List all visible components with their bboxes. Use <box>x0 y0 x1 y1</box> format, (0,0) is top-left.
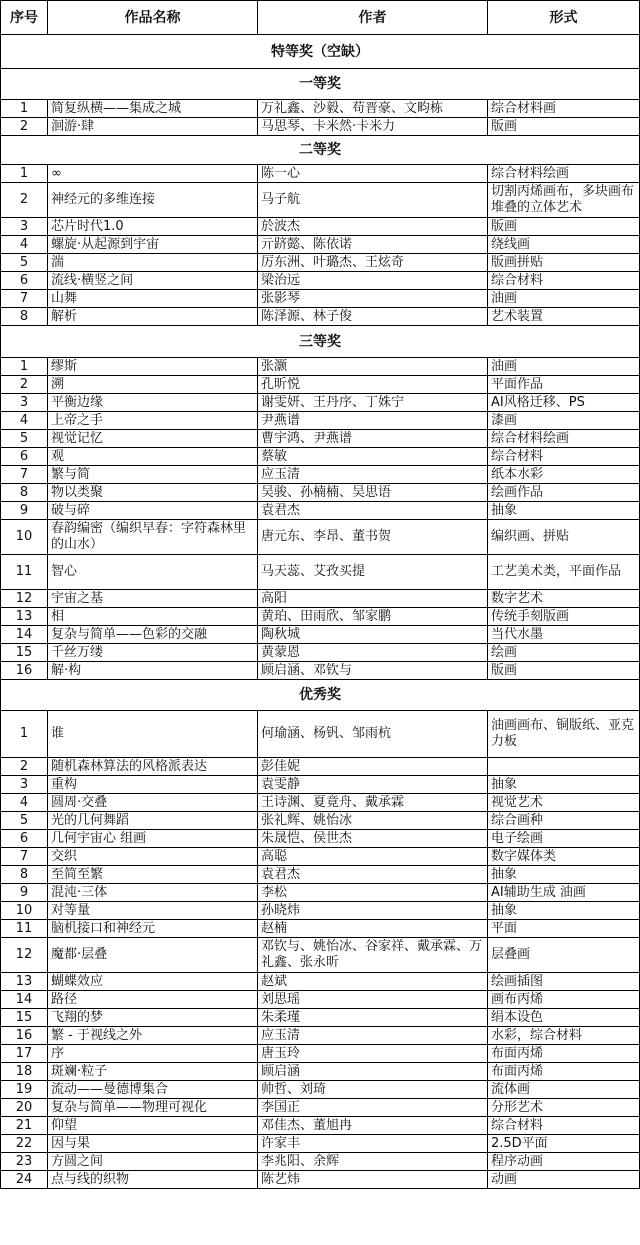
cell-author: 唐元东、李昂、董书贺 <box>258 520 488 555</box>
cell-author: 孔昕悦 <box>258 376 488 394</box>
cell-form: 综合材料绘画 <box>488 165 640 183</box>
cell-no: 7 <box>1 466 48 484</box>
table-row <box>1 218 640 236</box>
cell-author: 赵斌 <box>258 973 488 991</box>
cell-form: 流体画 <box>488 1081 640 1099</box>
cell-no: 9 <box>1 884 48 902</box>
cell-name: 春韵编密（编织早春：字符森林里的山水） <box>48 520 258 555</box>
cell-form: 综合材料绘画 <box>488 430 640 448</box>
cell-name: 山舞 <box>48 290 258 308</box>
table-row <box>1 1171 640 1189</box>
table-row <box>1 812 640 830</box>
cell-form <box>488 758 640 776</box>
cell-form: 综合材料 <box>488 1117 640 1135</box>
cell-no: 22 <box>1 1135 48 1153</box>
cell-form: 数字艺术 <box>488 590 640 608</box>
table-row <box>1 290 640 308</box>
section-header-row <box>1 69 640 100</box>
cell-name: 对等量 <box>48 902 258 920</box>
cell-no: 15 <box>1 644 48 662</box>
cell-form: 绘画作品 <box>488 484 640 502</box>
section-title: 二等奖 <box>1 136 640 165</box>
header-form: 形式 <box>488 1 640 35</box>
table-row <box>1 165 640 183</box>
table-row <box>1 1063 640 1081</box>
cell-no: 21 <box>1 1117 48 1135</box>
table-row <box>1 555 640 590</box>
cell-no: 1 <box>1 711 48 758</box>
table-row <box>1 626 640 644</box>
cell-form: 绘画插图 <box>488 973 640 991</box>
cell-author: 许家丰 <box>258 1135 488 1153</box>
cell-form: 工艺美术类，平面作品 <box>488 555 640 590</box>
cell-name: 蝴蝶效应 <box>48 973 258 991</box>
cell-no: 4 <box>1 412 48 430</box>
table-row <box>1 973 640 991</box>
cell-form: 编织画、拼贴 <box>488 520 640 555</box>
cell-no: 9 <box>1 502 48 520</box>
cell-form: 版画 <box>488 218 640 236</box>
cell-form: 抽象 <box>488 776 640 794</box>
cell-form: 抽象 <box>488 902 640 920</box>
cell-no: 13 <box>1 973 48 991</box>
cell-no: 12 <box>1 938 48 973</box>
cell-no: 14 <box>1 991 48 1009</box>
table-row <box>1 183 640 218</box>
cell-author: 李松 <box>258 884 488 902</box>
cell-author: 邓钦与、姚怡冰、谷家祥、戴承霖、万礼鑫、张永昕 <box>258 938 488 973</box>
cell-no: 4 <box>1 236 48 254</box>
section-header-row <box>1 136 640 165</box>
cell-author: 谢雯妍、王丹序、丁姝宁 <box>258 394 488 412</box>
cell-form: 综合材料画 <box>488 100 640 118</box>
table-row <box>1 938 640 973</box>
cell-author: 袁君杰 <box>258 502 488 520</box>
cell-name: 湍 <box>48 254 258 272</box>
cell-name: 流动——曼德博集合 <box>48 1081 258 1099</box>
table-row <box>1 520 640 555</box>
section-title: 特等奖（空缺） <box>1 35 640 69</box>
cell-no: 23 <box>1 1153 48 1171</box>
cell-name: 飞翔的梦 <box>48 1009 258 1027</box>
cell-author: 吴骏、孙楠楠、吴思语 <box>258 484 488 502</box>
cell-name: 因与果 <box>48 1135 258 1153</box>
cell-form: 抽象 <box>488 502 640 520</box>
cell-name: 观 <box>48 448 258 466</box>
table-row <box>1 884 640 902</box>
cell-author: 马天蕊、艾孜买提 <box>258 555 488 590</box>
cell-no: 14 <box>1 626 48 644</box>
cell-no: 3 <box>1 394 48 412</box>
cell-form: 平面 <box>488 920 640 938</box>
cell-no: 16 <box>1 1027 48 1045</box>
cell-form: 电子绘画 <box>488 830 640 848</box>
cell-author: 何瑜涵、杨钒、邹雨杭 <box>258 711 488 758</box>
cell-name: 繁与简 <box>48 466 258 484</box>
cell-author: 梁治远 <box>258 272 488 290</box>
table-row <box>1 502 640 520</box>
cell-author: 万礼鑫、沙毅、苟晋豪、文畇栋 <box>258 100 488 118</box>
cell-author: 张礼辉、姚怡冰 <box>258 812 488 830</box>
cell-author: 朱晟恺、侯世杰 <box>258 830 488 848</box>
cell-name: 破与碎 <box>48 502 258 520</box>
cell-name: 溯 <box>48 376 258 394</box>
cell-name: 平衡边缘 <box>48 394 258 412</box>
cell-name: 复杂与简单——物理可视化 <box>48 1099 258 1117</box>
cell-form: 布面丙烯 <box>488 1045 640 1063</box>
cell-form: 油画画布、铜版纸、亚克力板 <box>488 711 640 758</box>
cell-form: AI风格迁移、PS <box>488 394 640 412</box>
cell-author: 於波杰 <box>258 218 488 236</box>
cell-author: 帅哲、刘琦 <box>258 1081 488 1099</box>
cell-form: 动画 <box>488 1171 640 1189</box>
cell-no: 13 <box>1 608 48 626</box>
table-row <box>1 358 640 376</box>
cell-no: 1 <box>1 358 48 376</box>
table-row <box>1 308 640 326</box>
cell-name: 上帝之手 <box>48 412 258 430</box>
cell-name: 随机森林算法的风格派表达 <box>48 758 258 776</box>
cell-form: 切割丙烯画布，多块画布堆叠的立体艺术 <box>488 183 640 218</box>
cell-author: 李国正 <box>258 1099 488 1117</box>
cell-name: 至简至繁 <box>48 866 258 884</box>
cell-name: 物以类聚 <box>48 484 258 502</box>
cell-author: 袁君杰 <box>258 866 488 884</box>
cell-form: 分形艺术 <box>488 1099 640 1117</box>
cell-name: 谁 <box>48 711 258 758</box>
cell-no: 17 <box>1 1045 48 1063</box>
cell-name: 相 <box>48 608 258 626</box>
cell-form: 传统手刻版画 <box>488 608 640 626</box>
cell-name: 交织 <box>48 848 258 866</box>
cell-form: 纸本水彩 <box>488 466 640 484</box>
cell-form: 当代水墨 <box>488 626 640 644</box>
cell-name: 视觉记忆 <box>48 430 258 448</box>
table-row <box>1 794 640 812</box>
cell-author: 亓跻懿、陈依诺 <box>258 236 488 254</box>
cell-no: 6 <box>1 830 48 848</box>
table-row <box>1 412 640 430</box>
cell-author: 高聪 <box>258 848 488 866</box>
cell-author: 曹宇鸿、尹燕谱 <box>258 430 488 448</box>
table-row <box>1 1009 640 1027</box>
cell-name: 方圆之间 <box>48 1153 258 1171</box>
cell-name: 流线·横竖之间 <box>48 272 258 290</box>
cell-author: 厉东洲、叶璐杰、王炫奇 <box>258 254 488 272</box>
cell-form: 画布丙烯 <box>488 991 640 1009</box>
cell-no: 8 <box>1 866 48 884</box>
cell-author: 赵楠 <box>258 920 488 938</box>
cell-form: 程序动画 <box>488 1153 640 1171</box>
cell-author: 朱柔瑾 <box>258 1009 488 1027</box>
cell-no: 1 <box>1 165 48 183</box>
cell-name: 神经元的多维连接 <box>48 183 258 218</box>
cell-no: 20 <box>1 1099 48 1117</box>
table-row <box>1 376 640 394</box>
table-row <box>1 430 640 448</box>
cell-author: 王诗渊、夏竟舟、戴承霖 <box>258 794 488 812</box>
table-row <box>1 1081 640 1099</box>
cell-author: 唐玉玲 <box>258 1045 488 1063</box>
header-name: 作品名称 <box>48 1 258 35</box>
cell-form: 抽象 <box>488 866 640 884</box>
cell-name: 光的几何舞蹈 <box>48 812 258 830</box>
table-row <box>1 991 640 1009</box>
table-row <box>1 1027 640 1045</box>
cell-no: 15 <box>1 1009 48 1027</box>
cell-name: 芯片时代1.0 <box>48 218 258 236</box>
cell-no: 19 <box>1 1081 48 1099</box>
cell-name: 宇宙之基 <box>48 590 258 608</box>
cell-name: 螺旋·从起源到宇宙 <box>48 236 258 254</box>
cell-name: 智心 <box>48 555 258 590</box>
table-body <box>1 35 640 1189</box>
cell-no: 5 <box>1 254 48 272</box>
table-row <box>1 1135 640 1153</box>
cell-form: 综合材料 <box>488 272 640 290</box>
table-row <box>1 590 640 608</box>
cell-form: 数字媒体类 <box>488 848 640 866</box>
cell-author: 张影琴 <box>258 290 488 308</box>
table-row <box>1 236 640 254</box>
cell-no: 10 <box>1 520 48 555</box>
cell-no: 6 <box>1 448 48 466</box>
header-author: 作者 <box>258 1 488 35</box>
cell-name: 解·构 <box>48 662 258 680</box>
cell-author: 应玉清 <box>258 1027 488 1045</box>
cell-form: 水彩，综合材料 <box>488 1027 640 1045</box>
cell-author: 陈艺炜 <box>258 1171 488 1189</box>
cell-no: 2 <box>1 183 48 218</box>
table-row <box>1 254 640 272</box>
cell-author: 刘思瑶 <box>258 991 488 1009</box>
cell-author: 黄蒙恩 <box>258 644 488 662</box>
cell-author: 陈一心 <box>258 165 488 183</box>
cell-no: 12 <box>1 590 48 608</box>
cell-no: 2 <box>1 118 48 136</box>
cell-author: 张灏 <box>258 358 488 376</box>
cell-name: 脑机接口和神经元 <box>48 920 258 938</box>
table-row <box>1 902 640 920</box>
section-title: 优秀奖 <box>1 680 640 711</box>
cell-no: 16 <box>1 662 48 680</box>
cell-form: 版画 <box>488 662 640 680</box>
cell-form: 油画 <box>488 358 640 376</box>
table-row <box>1 758 640 776</box>
cell-form: 油画 <box>488 290 640 308</box>
cell-form: 漆画 <box>488 412 640 430</box>
table-row <box>1 118 640 136</box>
cell-name: 序 <box>48 1045 258 1063</box>
table-row <box>1 776 640 794</box>
cell-name: 简复纵横——集成之城 <box>48 100 258 118</box>
cell-no: 5 <box>1 812 48 830</box>
cell-author: 顾启涵 <box>258 1063 488 1081</box>
cell-author: 邓佳杰、董旭冉 <box>258 1117 488 1135</box>
cell-name: 几何宇宙心 组画 <box>48 830 258 848</box>
table-row <box>1 644 640 662</box>
cell-name: 圆周·交叠 <box>48 794 258 812</box>
header-row <box>1 1 640 35</box>
cell-author: 马思琴、卡米然·卡米力 <box>258 118 488 136</box>
table-row <box>1 662 640 680</box>
cell-author: 黄珀、田雨欣、邹家鹏 <box>258 608 488 626</box>
table-row <box>1 484 640 502</box>
cell-name: 洄游·肆 <box>48 118 258 136</box>
cell-name: 复杂与简单——色彩的交融 <box>48 626 258 644</box>
cell-author: 尹燕谱 <box>258 412 488 430</box>
cell-no: 6 <box>1 272 48 290</box>
table-row <box>1 1099 640 1117</box>
cell-author: 蔡敏 <box>258 448 488 466</box>
cell-form: 平面作品 <box>488 376 640 394</box>
cell-author: 李兆阳、余辉 <box>258 1153 488 1171</box>
cell-name: 缪斯 <box>48 358 258 376</box>
cell-form: 综合材料 <box>488 448 640 466</box>
cell-author: 马子航 <box>258 183 488 218</box>
table-row <box>1 272 640 290</box>
section-title: 三等奖 <box>1 326 640 358</box>
cell-name: 路径 <box>48 991 258 1009</box>
cell-no: 2 <box>1 376 48 394</box>
cell-name: 繁 - 于视线之外 <box>48 1027 258 1045</box>
cell-author: 高阳 <box>258 590 488 608</box>
table-row <box>1 448 640 466</box>
cell-name: 点与线的织物 <box>48 1171 258 1189</box>
cell-no: 8 <box>1 484 48 502</box>
section-header-row <box>1 680 640 711</box>
cell-no: 5 <box>1 430 48 448</box>
cell-no: 3 <box>1 776 48 794</box>
table-row <box>1 100 640 118</box>
cell-no: 2 <box>1 758 48 776</box>
cell-form: 视觉艺术 <box>488 794 640 812</box>
cell-author: 袁雯静 <box>258 776 488 794</box>
cell-author: 陈泽源、林子俊 <box>258 308 488 326</box>
table-row <box>1 711 640 758</box>
table-row <box>1 848 640 866</box>
cell-form: 绢本设色 <box>488 1009 640 1027</box>
cell-name: 斑斓·粒子 <box>48 1063 258 1081</box>
cell-no: 11 <box>1 555 48 590</box>
cell-form: 综合画种 <box>488 812 640 830</box>
cell-no: 1 <box>1 100 48 118</box>
cell-name: 重构 <box>48 776 258 794</box>
section-header-row <box>1 326 640 358</box>
section-title: 一等奖 <box>1 69 640 100</box>
table-row <box>1 608 640 626</box>
cell-no: 7 <box>1 290 48 308</box>
cell-form: 布面丙烯 <box>488 1063 640 1081</box>
table-row <box>1 866 640 884</box>
cell-name: 千丝万缕 <box>48 644 258 662</box>
table-row <box>1 920 640 938</box>
cell-author: 应玉清 <box>258 466 488 484</box>
cell-form: 绘画 <box>488 644 640 662</box>
cell-author: 陶秋城 <box>258 626 488 644</box>
cell-no: 11 <box>1 920 48 938</box>
cell-name: 混沌·三体 <box>48 884 258 902</box>
cell-no: 8 <box>1 308 48 326</box>
cell-name: ∞ <box>48 165 258 183</box>
cell-no: 10 <box>1 902 48 920</box>
cell-author: 彭佳妮 <box>258 758 488 776</box>
cell-form: 层叠画 <box>488 938 640 973</box>
cell-author: 孙晓炜 <box>258 902 488 920</box>
cell-name: 解析 <box>48 308 258 326</box>
cell-form: 艺术装置 <box>488 308 640 326</box>
header-no: 序号 <box>1 1 48 35</box>
cell-form: 版画拼贴 <box>488 254 640 272</box>
cell-form: 2.5D平面 <box>488 1135 640 1153</box>
table-row <box>1 466 640 484</box>
cell-no: 3 <box>1 218 48 236</box>
table-row <box>1 830 640 848</box>
cell-form: AI辅助生成 油画 <box>488 884 640 902</box>
cell-form: 绕线画 <box>488 236 640 254</box>
section-header-row <box>1 35 640 69</box>
cell-name: 魔都·层叠 <box>48 938 258 973</box>
cell-no: 18 <box>1 1063 48 1081</box>
table-row <box>1 1117 640 1135</box>
cell-no: 4 <box>1 794 48 812</box>
table-row <box>1 394 640 412</box>
cell-form: 版画 <box>488 118 640 136</box>
cell-no: 24 <box>1 1171 48 1189</box>
cell-author: 顾启涵、邓钦与 <box>258 662 488 680</box>
cell-no: 7 <box>1 848 48 866</box>
cell-name: 仰望 <box>48 1117 258 1135</box>
table-row <box>1 1153 640 1171</box>
table-row <box>1 1045 640 1063</box>
